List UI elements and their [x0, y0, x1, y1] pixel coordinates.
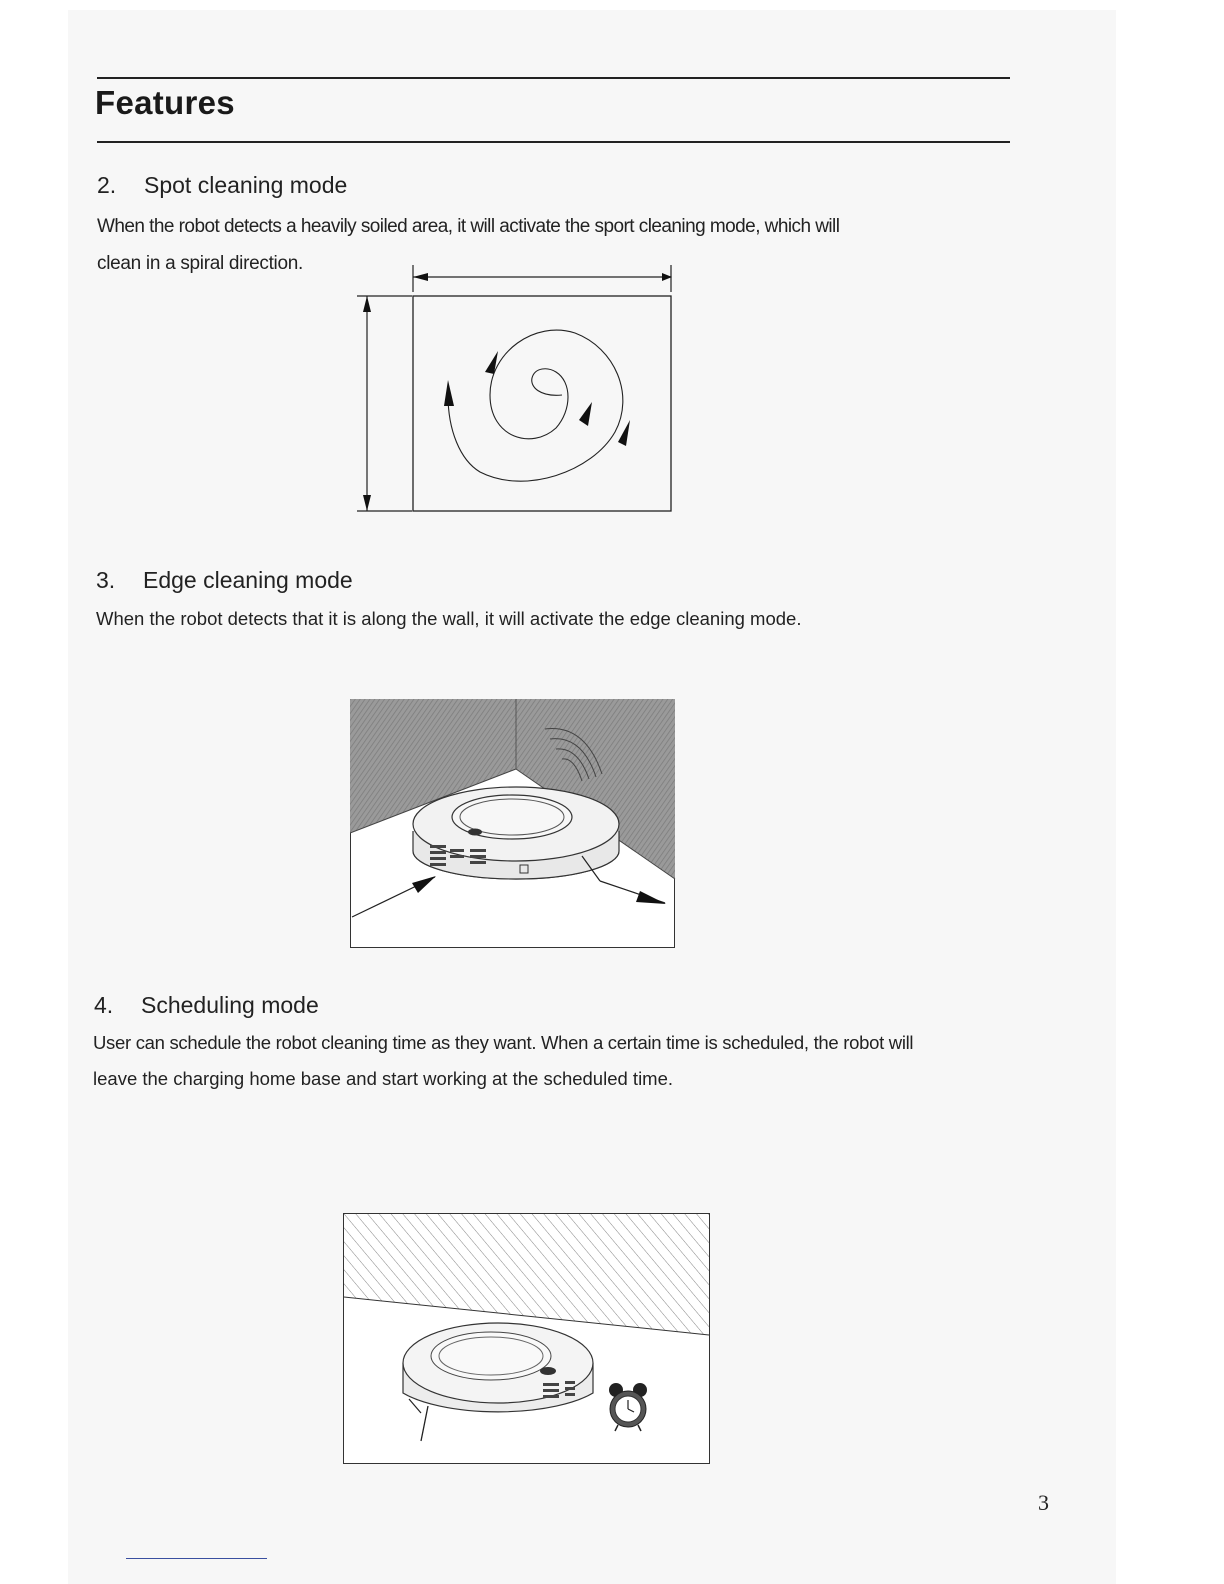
spot-cleaning-line-2: clean in a spiral direction.: [97, 253, 303, 274]
section-number: 2.: [97, 172, 117, 198]
section-number: 4.: [94, 992, 114, 1018]
section-title-text: Scheduling mode: [141, 992, 319, 1018]
section-title-text: Spot cleaning mode: [144, 172, 348, 198]
spiral-path-diagram: [350, 260, 685, 522]
section-title-scheduling: [94, 992, 319, 1019]
scheduling-line-2: leave the charging home base and start working at the scheduled time.: [93, 1068, 674, 1089]
page-number: 3: [1038, 1490, 1049, 1515]
heading-rule-bottom: [97, 141, 1010, 143]
footnote-rule: [126, 1558, 267, 1559]
heading-rule-top: [97, 77, 1010, 79]
section-number: 3.: [96, 567, 116, 593]
section-title-spot-cleaning: [97, 172, 347, 199]
robot-alarm-clock-illustration: [343, 1213, 711, 1465]
page-heading: Features: [95, 84, 235, 121]
section-title-text: Edge cleaning mode: [143, 567, 353, 593]
spot-cleaning-line-1: When the robot detects a heavily soiled area, it will activate the sport cleaning mode, which will: [97, 216, 840, 237]
robot-corner-illustration: [350, 699, 676, 949]
edge-cleaning-line-1: When the robot detects that it is along the wall, it will activate the edge cleaning mode.: [96, 608, 802, 629]
scheduling-line-1: User can schedule the robot cleaning time as they want. When a certain time is scheduled, the robot will: [93, 1032, 914, 1053]
section-title-edge-cleaning: [96, 567, 353, 594]
